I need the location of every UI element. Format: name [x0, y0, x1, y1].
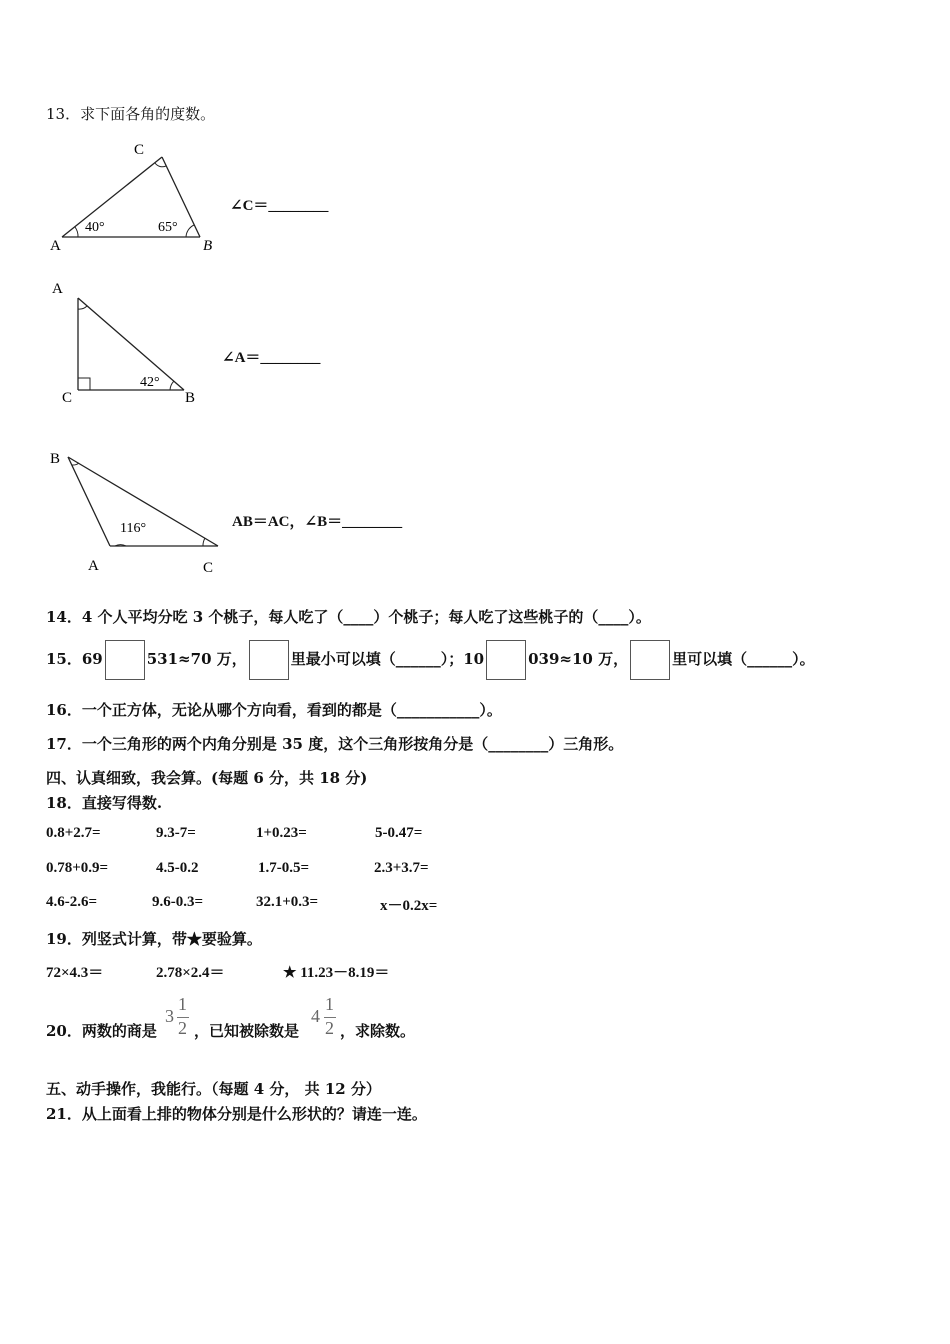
q18-r3c1: 4.6-2.6=: [46, 894, 98, 910]
question-18-title: 18．直接写得数.: [46, 794, 163, 812]
q18-r2c1: 0.78+0.9=: [46, 860, 109, 876]
q20-fraction-2: [311, 996, 341, 1042]
q20-frac2-num: 1: [325, 994, 334, 1014]
triangle-2-figure: [40, 278, 220, 413]
tri3-angle-a: 116°: [120, 521, 147, 536]
tri3-label-b: B: [50, 451, 61, 467]
q18-r3c2: 9.6-0.3=: [152, 894, 204, 910]
q18-r1c2: 9.3-7=: [156, 825, 196, 841]
q15-blank-box-2[interactable]: [249, 640, 289, 680]
tri1-label-a: A: [50, 238, 61, 254]
tri1-label-c: C: [134, 142, 145, 158]
q15-blank-box-1[interactable]: [105, 640, 145, 680]
q20-fraction-1: [165, 996, 195, 1042]
section-5-heading: 五、动手操作，我能行。（每题 4 分， 共 12 分）: [46, 1080, 381, 1098]
q19-item-1: 72×4.3＝: [46, 965, 104, 981]
q15-blank-box-3[interactable]: [486, 640, 526, 680]
q15-part-2: 531≈70 万，: [146, 650, 247, 668]
triangle-3-figure: [40, 445, 240, 580]
q20-frac1-den: 2: [178, 1018, 187, 1038]
tri3-answer: AB＝AC，∠B＝________: [232, 514, 403, 530]
tri3-label-c: C: [203, 560, 214, 576]
question-19-title: 19．列竖式计算，带★要验算。: [46, 930, 262, 948]
q15-part-1: 15．69: [46, 650, 103, 668]
question-15: [46, 638, 815, 680]
tri1-answer: ∠C＝________: [230, 198, 329, 214]
tri2-label-c: C: [62, 390, 73, 406]
q18-r1c1: 0.8+2.7=: [46, 825, 101, 841]
q18-r2c4: 2.3+3.7=: [374, 860, 429, 876]
q20-part-1: 20．两数的商是: [46, 1022, 157, 1040]
q19-item-3: ★ 11.23－8.19＝: [283, 965, 390, 981]
q15-part-3: 里最小可以填（______）；10: [290, 650, 485, 668]
q19-item-2: 2.78×2.4＝: [156, 965, 225, 981]
question-17: 17．一个三角形的两个内角分别是 35 度，这个三角形按角分是（________）三角形。: [46, 735, 624, 753]
q18-r3c3: 32.1+0.3=: [256, 894, 319, 910]
q18-r2c2: 4.5-0.2: [156, 860, 199, 876]
question-16: 16．一个正方体，无论从哪个方向看，看到的都是（___________）。: [46, 701, 502, 719]
question-13-title: 13．求下面各角的度数。: [46, 105, 216, 123]
triangle-1-figure: [40, 135, 240, 260]
section-4-heading: 四、认真细致，我会算。(每题 6 分，共 18 分): [46, 769, 368, 787]
tri2-label-b: B: [185, 390, 196, 406]
q20-frac1-num: 1: [178, 994, 187, 1014]
tri2-angle-b: 42°: [140, 375, 160, 390]
q15-blank-box-4[interactable]: [630, 640, 670, 680]
tri1-angle-b: 65°: [158, 220, 178, 235]
q18-r1c4: 5-0.47=: [375, 825, 423, 841]
q20-frac2-den: 2: [325, 1018, 334, 1038]
tri1-angle-a: 40°: [85, 220, 105, 235]
q18-r2c3: 1.7-0.5=: [258, 860, 310, 876]
tri2-answer: ∠A＝________: [222, 350, 321, 366]
question-21: 21．从上面看上排的物体分别是什么形状的？请连一连。: [46, 1105, 427, 1123]
q20-frac1-whole: 3: [165, 1006, 174, 1026]
q20-frac2-whole: 4: [311, 1006, 320, 1026]
tri2-label-a: A: [52, 281, 63, 297]
tri1-label-b: B: [203, 238, 213, 254]
q15-part-5: 里可以填（______）。: [672, 650, 815, 668]
question-14: 14．4 个人平均分吃 3 个桃子，每人吃了（____）个桃子；每人吃了这些桃子的（____）。: [46, 608, 651, 626]
tri3-label-a: A: [88, 558, 99, 574]
q20-part-2: ，已知被除数是: [194, 1022, 300, 1040]
q18-r3c4: x－0.2x=: [380, 898, 438, 914]
q15-part-4: 039≈10 万，: [528, 650, 629, 668]
q20-part-3: ，求除数。: [340, 1022, 416, 1040]
q18-r1c3: 1+0.23=: [256, 825, 307, 841]
